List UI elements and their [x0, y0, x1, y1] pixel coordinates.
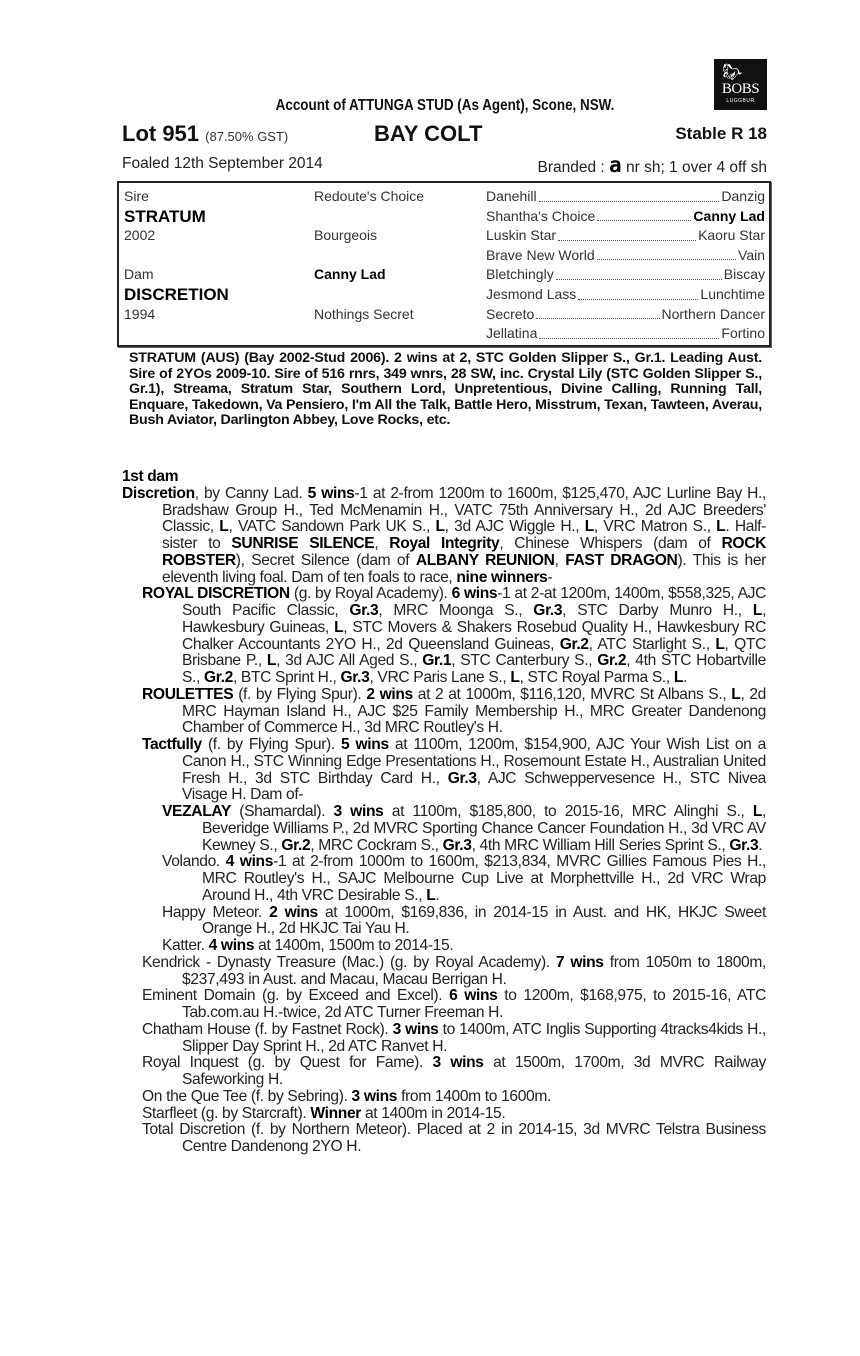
pedigree-grandparent: Nothings Secret	[314, 305, 414, 322]
pedigree-grandparent: Bourgeois	[314, 227, 378, 244]
produce-entry	[122, 804, 766, 854]
bold-text: L	[510, 669, 520, 686]
pedigree-row	[119, 187, 769, 207]
bold-text: ROULETTES	[142, 685, 234, 703]
logo-brand: BOBS	[721, 81, 760, 97]
bold-text: ROCK ROBSTER	[162, 535, 767, 569]
bold-text: FAST DRAGON	[565, 551, 678, 569]
produce-entry	[122, 988, 766, 1022]
pedigree-row	[119, 285, 769, 305]
text: (f. by Flying Spur).	[201, 736, 342, 753]
dot-leader	[556, 265, 722, 280]
bold-text: Gr.1	[422, 652, 452, 670]
pedigree-grandparent: Canny Lad	[314, 266, 386, 283]
text: , BTC Sprint H.,	[232, 669, 341, 686]
text: , STC Canterbury S.,	[451, 652, 598, 670]
pedigree-row	[119, 207, 769, 227]
bold-text: Gr.2	[597, 652, 627, 670]
text: .	[758, 836, 763, 854]
bold-text: Royal Integrity	[389, 535, 500, 552]
text: , Chinese Whispers (dam of	[499, 535, 722, 552]
text: Chatham House (f. by Fastnet Rock).	[142, 1020, 393, 1038]
text: ). This is her eleventh living foal. Dam of ten foals to race,	[162, 551, 767, 586]
pedigree-table	[117, 181, 771, 347]
text: at 1500m, 1700m, 3d MVRC Railway Safeworking H.	[182, 1054, 766, 1088]
bold-text: Gr.3	[340, 669, 370, 686]
pedigree-great-grandparent	[486, 226, 765, 246]
dot-leader	[597, 246, 736, 261]
text: (g. by Royal Academy).	[289, 585, 452, 603]
text: to 1400m, ATC Inglis Supporting 4tracks4kids H., Slipper Day Sprint H., 2d ATC Ranvet H.	[182, 1020, 766, 1055]
great-grandparent-sire: Biscay	[723, 266, 765, 283]
dot-leader	[597, 207, 691, 222]
text: -1 at 2-at 1200m, 1400m, $558,325, AJC South Pacific Classic,	[182, 585, 766, 619]
bold-text: SUNRISE SILENCE	[231, 535, 375, 552]
text: , MRC Moonga S.,	[378, 602, 534, 619]
bold-text: Gr.2	[204, 669, 233, 686]
text: at 2 at 1000m, $116,120, MVRC St Albans S.,	[412, 685, 732, 703]
text: -1 at 2-from 1000m to 1600m, $213,834, MVRC Gillies Famous Pies H., MRC Routley's H., SAJC Melbourne Cup Live at Morphettville H., 2d VRC Wrap Around H., 4th VRC Desirable S.,	[202, 853, 766, 904]
text: (Shamardal).	[230, 803, 334, 820]
text: , STC Movers & Shakers Rosebud Quality H., Hawkesbury RC Chalker Accountants 2YO H., 2d Queensland Guineas,	[182, 618, 766, 653]
pedigree-parent: 2002	[124, 227, 156, 244]
great-grandparent-name: Jellatina	[486, 325, 538, 342]
pedigree-row	[119, 246, 769, 266]
produce-entry	[122, 1022, 766, 1056]
text: , VRC Matron S.,	[593, 518, 717, 536]
text: , 3d AJC Wiggle H.,	[444, 518, 585, 536]
branded-label: Branded :	[537, 159, 605, 176]
text: , Beveridge Williams P., 2d MVRC Sporting Chance Cancer Foundation H., 3d VRC AV Kewney S.,	[202, 803, 766, 854]
pedigree-parent: Dam	[124, 266, 154, 283]
great-grandparent-sire: Northern Dancer	[661, 305, 765, 322]
produce-entry	[122, 486, 766, 587]
bold-text: Discretion	[122, 484, 195, 502]
section-heading: 1st dam	[122, 468, 179, 485]
text: at 1100m, $185,800, to 2015-16, MRC Alinghi S.,	[383, 803, 753, 820]
great-grandparent-name: Secreto	[486, 305, 535, 322]
text: , STC Darby Munro H.,	[562, 602, 753, 619]
horse-icon: 🐎︎	[722, 64, 743, 81]
text: On the Que Tee (f. by Sebring).	[142, 1087, 352, 1105]
produce-entry	[122, 854, 766, 904]
text: .	[435, 886, 440, 904]
bold-text: Gr.3	[447, 769, 477, 787]
dot-leader	[539, 324, 719, 339]
dam-section	[122, 469, 766, 1156]
pedigree-row	[119, 305, 769, 325]
text: , AJC Schweppervesence H., STC Nivea Visage H. Dam of-	[182, 769, 766, 804]
bold-text: Gr.3	[729, 836, 759, 854]
bold-text: Gr.3	[442, 836, 472, 854]
great-grandparent-name: Brave New World	[486, 246, 595, 263]
bold-text: nine winners	[456, 568, 548, 586]
bold-text: 3 wins	[351, 1087, 398, 1105]
brand-mark-icon: a	[609, 153, 622, 177]
dot-leader	[539, 187, 720, 202]
bold-text: L	[752, 803, 762, 820]
bold-text: L	[219, 518, 229, 536]
great-grandparent-sire: Canny Lad	[693, 207, 765, 224]
bold-text: 3 wins	[333, 803, 384, 820]
text: Royal Inquest (g. by Quest for Fame).	[142, 1054, 433, 1072]
bold-text: L	[334, 618, 344, 636]
bold-text: 2 wins	[366, 685, 413, 703]
pedigree-parent: Sire	[124, 188, 149, 204]
pedigree-parent: STRATUM	[124, 206, 206, 226]
vendor-account: Account of ATTUNGA STUD (As Agent), Scone, NSW.	[275, 97, 615, 114]
pedigree-great-grandparent	[486, 305, 765, 325]
bold-text: L	[673, 669, 684, 686]
produce-record	[122, 486, 766, 1156]
text: -	[547, 568, 553, 586]
lot-header	[122, 121, 767, 149]
great-grandparent-sire: Kaoru Star	[698, 227, 765, 244]
text: , ATC Starlight S.,	[588, 635, 716, 653]
pedigree-row	[119, 324, 769, 344]
dot-leader	[536, 305, 659, 320]
bold-text: L	[716, 518, 726, 536]
bold-text: L	[731, 685, 741, 703]
text: Eminent Domain (g. by Exceed and Excel).	[142, 987, 450, 1005]
bold-text: Winner	[310, 1104, 361, 1122]
text: from 1400m to 1600m.	[397, 1087, 551, 1105]
produce-entry	[122, 905, 766, 939]
bold-text: 6 wins	[451, 585, 498, 603]
text: , 2d MRC Hayman Island H., AJC $25 Family Membership H., MRC Greater Dandenong Chamber of Commerce H., 3d MRC Routley's H.	[182, 685, 766, 737]
great-grandparent-name: Luskin Star	[486, 227, 557, 244]
text: from 1050m to 1800m, $237,493 in Aust. and Macau, Macau Berrigan H.	[182, 953, 766, 988]
text: Happy Meteor.	[162, 903, 270, 921]
text: .	[683, 669, 688, 686]
text: , VRC Paris Lane S.,	[369, 669, 511, 686]
produce-entry	[122, 1106, 766, 1123]
bold-text: L	[752, 602, 762, 619]
bold-text: 4 wins	[225, 853, 274, 871]
horse-description: BAY COLT	[374, 121, 483, 146]
bold-text: L	[426, 886, 436, 904]
bold-text: VEZALAY	[162, 803, 231, 820]
bold-text: 3 wins	[392, 1020, 439, 1038]
text: Total Discretion (f. by Northern Meteor). Placed at 2 in 2014-15, 3d MVRC Telstra Business Centre Dandenong 2YO H.	[142, 1121, 766, 1155]
pedigree-great-grandparent	[486, 324, 765, 344]
text: Katter.	[162, 937, 209, 954]
bold-text: 6 wins	[449, 987, 498, 1005]
bold-text: L	[715, 635, 725, 653]
produce-entry	[122, 687, 766, 737]
text: Starfleet (g. by Starcraft).	[142, 1104, 311, 1122]
dot-leader	[558, 226, 696, 241]
text: , VATC Sandown Park UK S.,	[228, 518, 436, 536]
text: , by Canny Lad.	[194, 484, 308, 502]
bold-text: Gr.2	[281, 836, 311, 854]
branded-detail: nr sh; 1 over 4 off sh	[625, 159, 767, 176]
pedigree-row	[119, 226, 769, 246]
bold-text: L	[266, 652, 277, 670]
text: Kendrick - Dynasty Treasure (Mac.) (g. by Royal Academy).	[142, 953, 556, 971]
pedigree-great-grandparent	[486, 207, 765, 227]
pedigree-grandparent: Redoute's Choice	[314, 188, 425, 204]
great-grandparent-sire: Fortino	[721, 325, 765, 342]
produce-entry	[122, 1089, 766, 1106]
branding-info	[537, 153, 767, 177]
pedigree-row	[119, 265, 769, 285]
text: ,	[374, 535, 390, 552]
text: , 4th STC Hobartville S.,	[182, 652, 766, 686]
pedigree-great-grandparent	[486, 265, 765, 285]
text: to 1200m, $168,975, to 2015-16, ATC Tab.com.au H.-twice, 2d ATC Turner Freeman H.	[182, 987, 766, 1021]
bold-text: ALBANY REUNION	[415, 551, 555, 569]
great-grandparent-name: Jesmond Lass	[486, 286, 577, 302]
text: , MRC Cockram S.,	[310, 836, 443, 854]
bold-text: Gr.3	[349, 602, 379, 619]
auction-house-logo	[714, 59, 767, 110]
bold-text: L	[584, 518, 594, 536]
bold-text: 2 wins	[269, 903, 318, 921]
bold-text: 5 wins	[341, 736, 389, 753]
lot-label: Lot 951	[122, 121, 200, 146]
bold-text: L	[435, 518, 445, 536]
produce-entry	[122, 955, 766, 989]
great-grandparent-sire: Danzig	[721, 188, 765, 204]
bold-text: 3 wins	[432, 1054, 484, 1072]
great-grandparent-name: Shantha's Choice	[486, 207, 596, 224]
logo-subtext: LUGGBUR	[726, 98, 755, 104]
bold-text: 4 wins	[208, 937, 255, 954]
great-grandparent-sire: Vain	[738, 246, 765, 263]
text: , 3d AJC All Aged S.,	[276, 652, 423, 670]
text: -1 at 2-from 1200m to 1600m, $125,470, AJC Lurline Bay H., Bradshaw Group H., Ted McMenamin H., VATC 75th Anniversary H., 2d AJC Breeders' Classic,	[162, 484, 766, 536]
text: , Hawkesbury Guineas,	[182, 602, 766, 636]
text: . Half-sister to	[162, 518, 767, 552]
text: (f. by Flying Spur).	[233, 685, 367, 703]
bold-text: 5 wins	[307, 484, 355, 502]
text: at 1400m in 2014-15.	[360, 1104, 506, 1122]
text: ), Secret Silence (dam of	[235, 551, 416, 569]
produce-entry	[122, 1055, 766, 1089]
great-grandparent-name: Bletchingly	[486, 266, 554, 283]
text: , QTC Brisbane P.,	[182, 635, 766, 670]
text: at 1100m, 1200m, $154,900, AJC Your Wish List on a Canon H., STC Winning Edge Presentations H., Rosemount Estate H., Australian United Fresh H., 3d STC Birthday Card H.,	[182, 736, 766, 787]
bold-text: Tactfully	[142, 736, 202, 753]
bold-text: Gr.3	[533, 602, 563, 619]
pedigree-great-grandparent	[486, 187, 765, 207]
pedigree-parent: 1994	[124, 305, 156, 322]
produce-entry	[122, 586, 766, 687]
text: at 1400m, 1500m to 2014-15.	[254, 937, 454, 954]
great-grandparent-name: Danehill	[486, 188, 537, 204]
dot-leader	[578, 285, 698, 300]
lot-number	[122, 121, 288, 147]
bold-text: 7 wins	[555, 953, 604, 971]
produce-entry	[122, 938, 766, 955]
text: , 4th MRC William Hill Series Sprint S.,	[471, 836, 730, 854]
text: , STC Royal Parma S.,	[519, 669, 674, 686]
produce-entry	[122, 737, 766, 804]
text: Volando.	[162, 853, 226, 871]
great-grandparent-sire: Lunchtime	[700, 286, 765, 302]
stable-location: Stable R 18	[675, 124, 767, 143]
foaled-date: Foaled 12th September 2014	[122, 155, 323, 172]
produce-entry	[122, 1122, 766, 1156]
bold-text: ROYAL DISCRETION	[142, 585, 290, 603]
text: at 1000m, $169,836, in 2014-15 in Aust. and HK, HKJC Sweet Orange H., 2d HKJC Tai Yau H.	[202, 903, 766, 938]
text: ,	[554, 551, 566, 569]
bold-text: Gr.2	[559, 635, 589, 653]
pedigree-parent: DISCRETION	[124, 285, 229, 304]
sire-summary: STRATUM (AUS) (Bay 2002-Stud 2006). 2 wins at 2, STC Golden Slipper S., Gr.1. Leading Aust. Sire of 2YOs 2009-10. Sire of 516 rnrs, 349 wnrs, 28 SW, inc. Crystal Lily (STC Golden Slipper S., Gr.1), Streama, Stratum Star, Southern Lord, Unpretentious, Divine Calling, Running Tall, Enquare, Takedown, Va Pensiero, I'm All the Talk, Battle Hero, Misstrum, Texan, Tawteen, Averau, Bush Aviator, Darlington Abbey, Love Rocks, etc.	[129, 350, 762, 428]
pedigree-great-grandparent	[486, 246, 765, 266]
gst-note: (87.50% GST)	[205, 129, 289, 144]
pedigree-great-grandparent	[486, 285, 765, 305]
